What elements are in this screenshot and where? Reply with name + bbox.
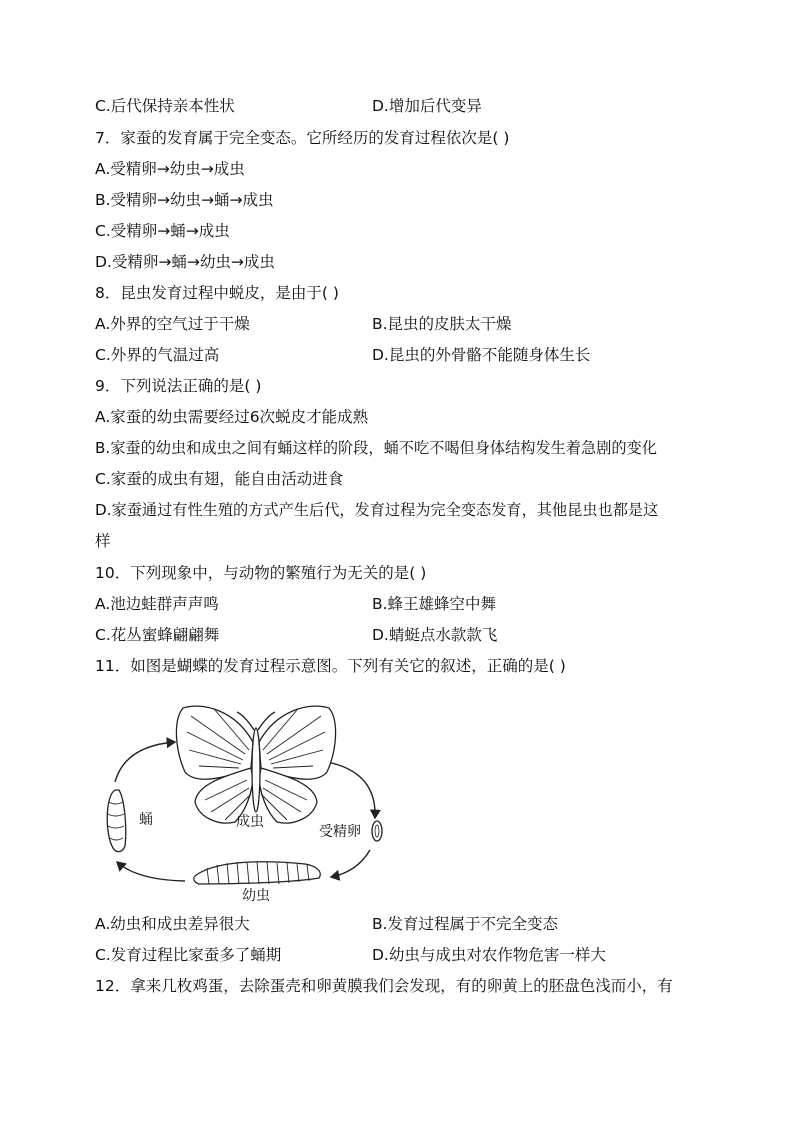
q9-option-a: A.家蚕的幼虫需要经过6次蜕皮才能成熟: [95, 408, 369, 426]
q11-option-d: D.幼虫与成虫对农作物危害一样大: [372, 946, 606, 964]
q9-option-d-continued: 样: [95, 532, 111, 550]
arrow-egg-to-larva: [331, 850, 370, 877]
q12-stem: 12．拿来几枚鸡蛋，去除蛋壳和卵黄膜我们会发现，有的卵黄上的胚盘色浅而小，有: [95, 977, 673, 995]
q6-option-c: C.后代保持亲本性状: [95, 97, 235, 115]
arrow-pupa-to-adult: [115, 742, 175, 782]
q9-stem: 9．下列说法正确的是( ): [95, 377, 262, 395]
q9-option-d: D.家蚕通过有性生殖的方式产生后代，发育过程为完全变态发育，其他昆虫也都是这: [95, 501, 659, 519]
q7-option-a: A.受精卵→幼虫→成虫: [95, 160, 245, 178]
arrow-larva-to-pupa: [117, 862, 185, 881]
q7-option-c: C.受精卵→蛹→成虫: [95, 222, 230, 240]
q7-option-b: B.受精卵→幼虫→蛹→成虫: [95, 191, 274, 209]
q10-option-d: D.蜻蜓点水款款飞: [372, 626, 498, 644]
arrow-adult-to-egg: [327, 762, 375, 818]
butterfly-adult-drawing: [176, 706, 335, 823]
q10-stem: 10．下列现象中，与动物的繁殖行为无关的是( ): [95, 564, 427, 582]
q11-stem: 11．如图是蝴蝶的发育过程示意图。下列有关它的叙述，正确的是( ): [95, 657, 566, 675]
q7-stem: 7．家蚕的发育属于完全变态。它所经历的发育过程依次是( ): [95, 129, 510, 147]
q11-option-c: C.发育过程比家蚕多了蛹期: [95, 946, 282, 964]
label-adult: 成虫: [236, 814, 264, 830]
label-pupa: 蛹: [139, 812, 153, 828]
q8-option-a: A.外界的空气过于干燥: [95, 315, 250, 333]
q10-option-b: B.蜂王雄蜂空中舞: [372, 595, 497, 613]
butterfly-life-cycle-figure: [95, 700, 395, 905]
q8-stem: 8．昆虫发育过程中蜕皮，是由于( ): [95, 284, 339, 302]
q8-option-b: B.昆虫的皮肤太干燥: [372, 315, 512, 333]
q11-option-b: B.发育过程属于不完全变态: [372, 915, 559, 933]
q9-option-c: C.家蚕的成虫有翅，能自由活动进食: [95, 470, 344, 488]
larva-drawing: [194, 862, 320, 884]
q10-option-a: A.池边蛙群声声鸣: [95, 595, 219, 613]
q7-option-d: D.受精卵→蛹→幼虫→成虫: [95, 253, 275, 271]
pupa-drawing: [107, 790, 126, 852]
q8-option-c: C.外界的气温过高: [95, 346, 220, 364]
q10-option-c: C.花丛蜜蜂翩翩舞: [95, 626, 220, 644]
q8-option-d: D.昆虫的外骨骼不能随身体生长: [372, 346, 591, 364]
egg-drawing: [372, 821, 382, 841]
q6-option-d: D.增加后代变异: [372, 97, 482, 115]
q9-option-b: B.家蚕的幼虫和成虫之间有蛹这样的阶段，蛹不吃不喝但身体结构发生着急剧的变化: [95, 439, 657, 457]
label-egg: 受精卵: [319, 824, 361, 840]
q11-option-a: A.幼虫和成虫差异很大: [95, 915, 250, 933]
label-larva: 幼虫: [242, 888, 270, 904]
